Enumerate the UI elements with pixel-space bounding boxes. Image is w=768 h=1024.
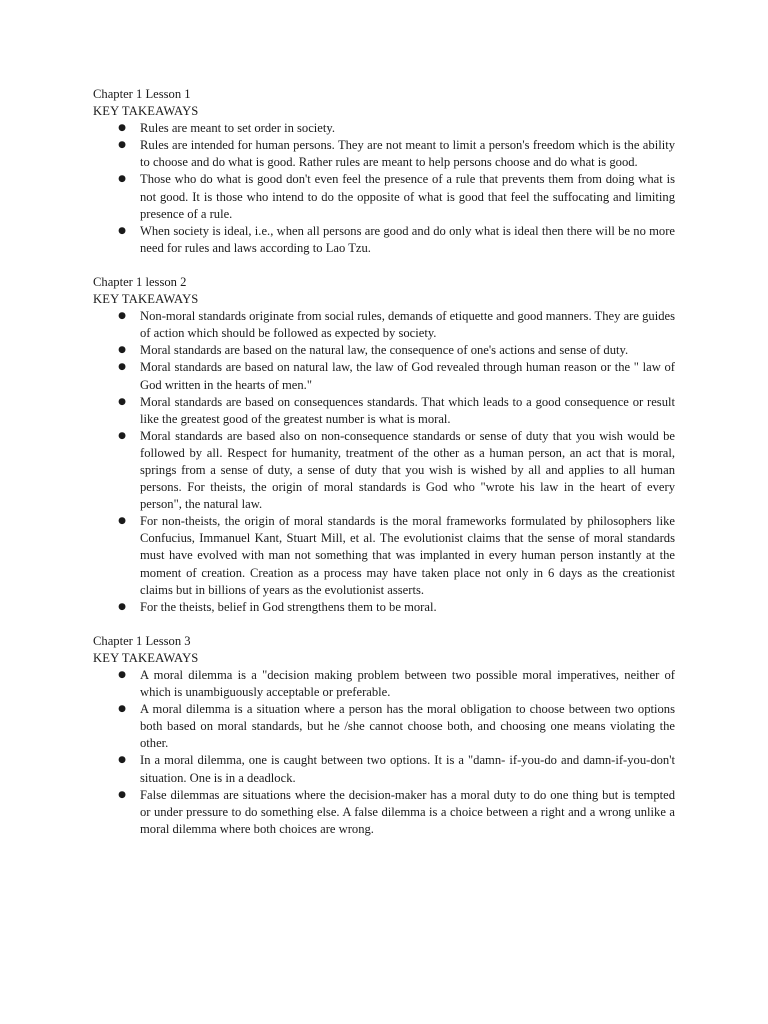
list-item: [93, 599, 675, 616]
list-item-text: Moral standards are based on consequences standards. That which leads to a good consequence or result like the greatest good of the greatest number is what is moral.: [140, 394, 675, 426]
list-item: [93, 342, 675, 359]
key-takeaways-heading: KEY TAKEAWAYS: [93, 650, 199, 665]
bullet-icon: ●: [118, 362, 126, 373]
section-chapter-1-lesson-2: [93, 274, 675, 616]
list-item-text: A moral dilemma is a situation where a person has the moral obligation to choose between two options both based on moral standards, but he /she cannot choose both, and choosing one means violating the other.: [140, 702, 675, 751]
bullet-icon: ●: [118, 704, 126, 715]
list-item: [93, 394, 675, 428]
bullet-icon: ●: [118, 396, 126, 407]
list-item: [93, 120, 675, 137]
list-item: [93, 171, 675, 222]
bullet-icon: ●: [118, 601, 126, 612]
list-item: [93, 513, 675, 598]
list-item-text: Moral standards are based on the natural law, the consequence of one's actions and sense of duty.: [140, 343, 629, 358]
bullet-icon: ●: [118, 123, 126, 134]
list-item-text: For non-theists, the origin of moral standards is the moral frameworks formulated by philosophers like Confucius, Immanuel Kant, Stuart Mill, et al. The evolutionist claims that the sense of moral standards must have evolved with man not something that was implanted in every human person instantly at the moment of creation. Creation as a process may have taken place not only in 6 days as the creationist claims but in billions of years as the evolutionist asserts.: [140, 514, 675, 597]
document-page: [93, 86, 675, 855]
section-heading: Chapter 1 Lesson 1: [93, 87, 191, 101]
bullet-icon: ●: [118, 755, 126, 766]
bullet-icon: ●: [118, 516, 126, 527]
key-takeaways-heading: KEY TAKEAWAYS: [93, 104, 199, 119]
bullet-icon: ●: [118, 174, 126, 185]
list-item-text: Those who do what is good don't even feel the presence of a rule that prevents them from doing what is not good. It is those who intend to do the opposite of what is good that feel the suffocating and limiting presence of a rule.: [140, 172, 675, 221]
section-chapter-1-lesson-3: [93, 633, 675, 838]
list-item-text: Rules are intended for human persons. They are not meant to limit a person's freedom which is the ability to choose and do what is good. Rather rules are meant to help persons choose and do what is good.: [140, 138, 675, 170]
list-item-text: Rules are meant to set order in society.: [140, 121, 336, 136]
list-item: [93, 308, 675, 342]
bullet-icon: ●: [118, 345, 126, 356]
list-item-text: A moral dilemma is a "decision making problem between two possible moral imperatives, neither of which is unambiguously acceptable or preferable.: [140, 668, 675, 700]
takeaways-list: [93, 308, 675, 616]
list-item-text: Non-moral standards originate from social rules, demands of etiquette and good manners. They are guides of action which should be followed as expected by society.: [140, 309, 675, 341]
list-item-text: Moral standards are based also on non-consequence standards or sense of duty that you wish would be followed by all. Respect for humanity, treatment of the other as a human person, an act that is moral, springs from a sense of duty, a sense of duty that you wish is wished by all and applies to all human persons. For theists, the origin of moral standards is God who "wrote his law in the heart of every person", the natural law.: [140, 428, 675, 512]
list-item: [93, 701, 675, 752]
takeaways-list: [93, 667, 675, 838]
section-chapter-1-lesson-1: [93, 86, 675, 257]
list-item: [93, 752, 675, 786]
section-heading: Chapter 1 Lesson 3: [93, 633, 191, 648]
list-item-text: In a moral dilemma, one is caught between two options. It is a "damn- if-you-do and damn-if-you-don't situation. One is in a deadlock.: [140, 753, 675, 785]
bullet-icon: ●: [118, 430, 126, 441]
key-takeaways-heading: KEY TAKEAWAYS: [93, 292, 199, 307]
takeaways-list: [93, 120, 675, 257]
bullet-icon: ●: [118, 311, 126, 322]
list-item-text: When society is ideal, i.e., when all persons are good and do only what is ideal then there will be no more need for rules and laws according to Lao Tzu.: [140, 223, 675, 255]
list-item: [93, 428, 675, 513]
list-item: [93, 787, 675, 838]
bullet-icon: ●: [118, 789, 126, 800]
bullet-icon: ●: [118, 670, 126, 680]
section-heading: Chapter 1 lesson 2: [93, 274, 187, 289]
list-item-text: False dilemmas are situations where the decision-maker has a moral duty to do one thing but is tempted or under pressure to do something else. A false dilemma is a choice between a right and a wrong unlike a moral dilemma where both choices are wrong.: [140, 787, 675, 836]
list-item-text: For the theists, belief in God strengthens them to be moral.: [140, 599, 437, 614]
bullet-icon: ●: [118, 140, 126, 151]
list-item: [93, 223, 675, 257]
list-item: [93, 137, 675, 171]
list-item-text: Moral standards are based on natural law, the law of God revealed through human reason or the " law of God written in the hearts of men.": [140, 360, 675, 392]
list-item: [93, 667, 675, 701]
bullet-icon: ●: [118, 225, 126, 236]
list-item: [93, 359, 675, 393]
